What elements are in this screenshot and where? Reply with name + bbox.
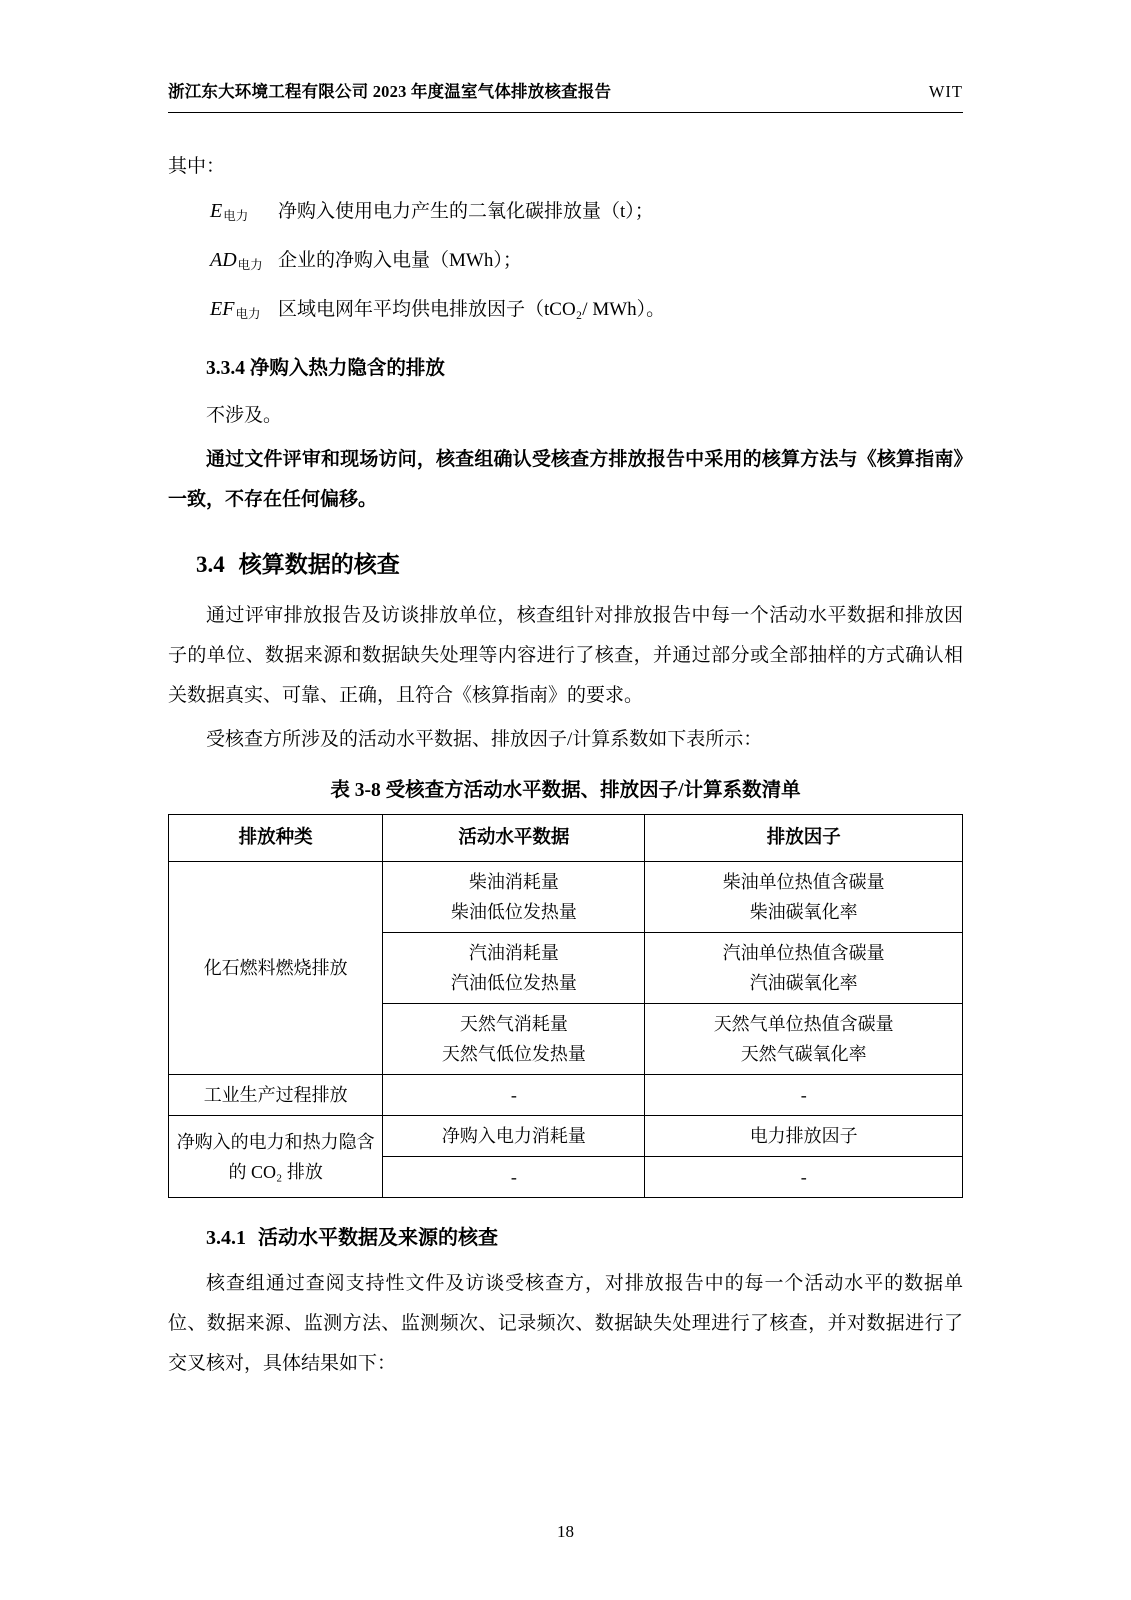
factor-line: 汽油碳氧化率: [749, 973, 858, 993]
page-header: [168, 78, 963, 113]
section-3-4-paragraph-2: 受核查方所涉及的活动水平数据、排放因子/计算系数如下表所示：: [206, 729, 763, 750]
row-activity: -: [383, 1075, 645, 1116]
row-factor: [645, 1004, 963, 1075]
row-factor: 电力排放因子: [645, 1116, 963, 1157]
heading-3-4-title: 核算数据的核查: [238, 552, 400, 577]
header-title: 浙江东大环境工程有限公司 2023 年度温室气体排放核查报告: [168, 82, 612, 101]
factor-line: 柴油单位热值含碳量: [722, 872, 885, 892]
heading-3-3-4: 3.3.4 净购入热力隐含的排放: [206, 358, 445, 379]
definition-text: 区域电网年平均供电排放因子（tCO₂/ MWh）。: [278, 299, 666, 320]
definition-item: [168, 238, 963, 287]
table-row: [169, 1116, 963, 1157]
activity-line: 柴油低位发热量: [450, 902, 577, 922]
row-activity: [383, 933, 645, 1004]
row-category: 净购入的电力和热力隐含的 CO₂ 排放: [169, 1116, 383, 1198]
table-caption: 表 3-8 受核查方活动水平数据、排放因子/计算系数清单: [330, 780, 801, 801]
page-footer: [0, 1522, 1131, 1542]
row-activity: -: [383, 1157, 645, 1198]
activity-line: 天然气低位发热量: [441, 1044, 586, 1064]
activity-line: 柴油消耗量: [468, 872, 559, 892]
row-factor: [645, 933, 963, 1004]
row-activity: [383, 862, 645, 933]
where-label: 其中：: [168, 156, 226, 177]
row-factor: -: [645, 1157, 963, 1198]
table-header-cell: 排放因子: [645, 815, 963, 862]
activity-line: 汽油低位发热量: [450, 973, 577, 993]
symbol-main: EF: [210, 298, 235, 320]
row-category: 化石燃料燃烧排放: [169, 862, 383, 1075]
section-3-4-1-paragraph: 核查组通过查阅支持性文件及访谈受核查方，对排放报告中的每一个活动水平的数据单位、数据来源、监测方法、监测频次、记录频次、数据缺失处理进行了核查，并对数据进行了交叉核对，具体结果如下：: [168, 1273, 963, 1374]
header-logo-text: WIT: [928, 82, 963, 101]
factor-line: 柴油碳氧化率: [749, 902, 858, 922]
table-row: [169, 1075, 963, 1116]
emission-data-table: [168, 814, 963, 1198]
symbol-main: AD: [210, 249, 237, 271]
activity-line: 天然气消耗量: [459, 1014, 568, 1034]
factor-line: 天然气碳氧化率: [740, 1044, 867, 1064]
definition-text: 净购入使用电力产生的二氧化碳排放量（t）；: [278, 201, 654, 222]
heading-3-4-number: 3.4: [196, 552, 225, 577]
factor-line: 天然气单位热值含碳量: [713, 1014, 894, 1034]
table-header-cell: 排放种类: [169, 815, 383, 862]
row-factor: -: [645, 1075, 963, 1116]
symbol-subscript: 电力: [223, 209, 249, 223]
page-number: 18: [557, 1522, 574, 1541]
definition-text: 企业的净购入电量（MWh）；: [278, 250, 522, 271]
conclusion-paragraph: 通过文件评审和现场访问，核查组确认受核查方排放报告中采用的核算方法与《核算指南》一致，不存在任何偏移。: [168, 449, 963, 510]
definition-symbol: [168, 189, 278, 238]
heading-3-4-1: [206, 1220, 963, 1256]
row-factor: [645, 862, 963, 933]
symbol-subscript: 电力: [235, 307, 261, 321]
row-activity: [383, 1004, 645, 1075]
section-3-3-4-body: 不涉及。: [206, 405, 283, 426]
definition-item: [168, 189, 963, 238]
table-header-cell: 活动水平数据: [383, 815, 645, 862]
heading-3-4-1-number: 3.4.1: [206, 1227, 246, 1249]
table-row: [169, 862, 963, 933]
symbol-main: E: [210, 200, 223, 222]
row-activity: 净购入电力消耗量: [383, 1116, 645, 1157]
row-category: 工业生产过程排放: [169, 1075, 383, 1116]
table-header-row: [169, 815, 963, 862]
definition-symbol: [168, 287, 278, 336]
heading-3-4: [196, 546, 963, 584]
definition-item: [168, 287, 963, 336]
section-3-4-paragraph-1: 通过评审排放报告及访谈排放单位，核查组针对排放报告中每一个活动水平数据和排放因子的单位、数据来源和数据缺失处理等内容进行了核查，并通过部分或全部抽样的方式确认相关数据真实、可靠、正确，且符合《核算指南》的要求。: [168, 605, 963, 706]
symbol-subscript: 电力: [237, 258, 263, 272]
activity-line: 汽油消耗量: [468, 943, 559, 963]
definition-symbol: [168, 238, 278, 287]
factor-line: 汽油单位热值含碳量: [722, 943, 885, 963]
definition-list: [168, 189, 963, 336]
heading-3-4-1-title: 活动水平数据及来源的核查: [258, 1227, 498, 1249]
